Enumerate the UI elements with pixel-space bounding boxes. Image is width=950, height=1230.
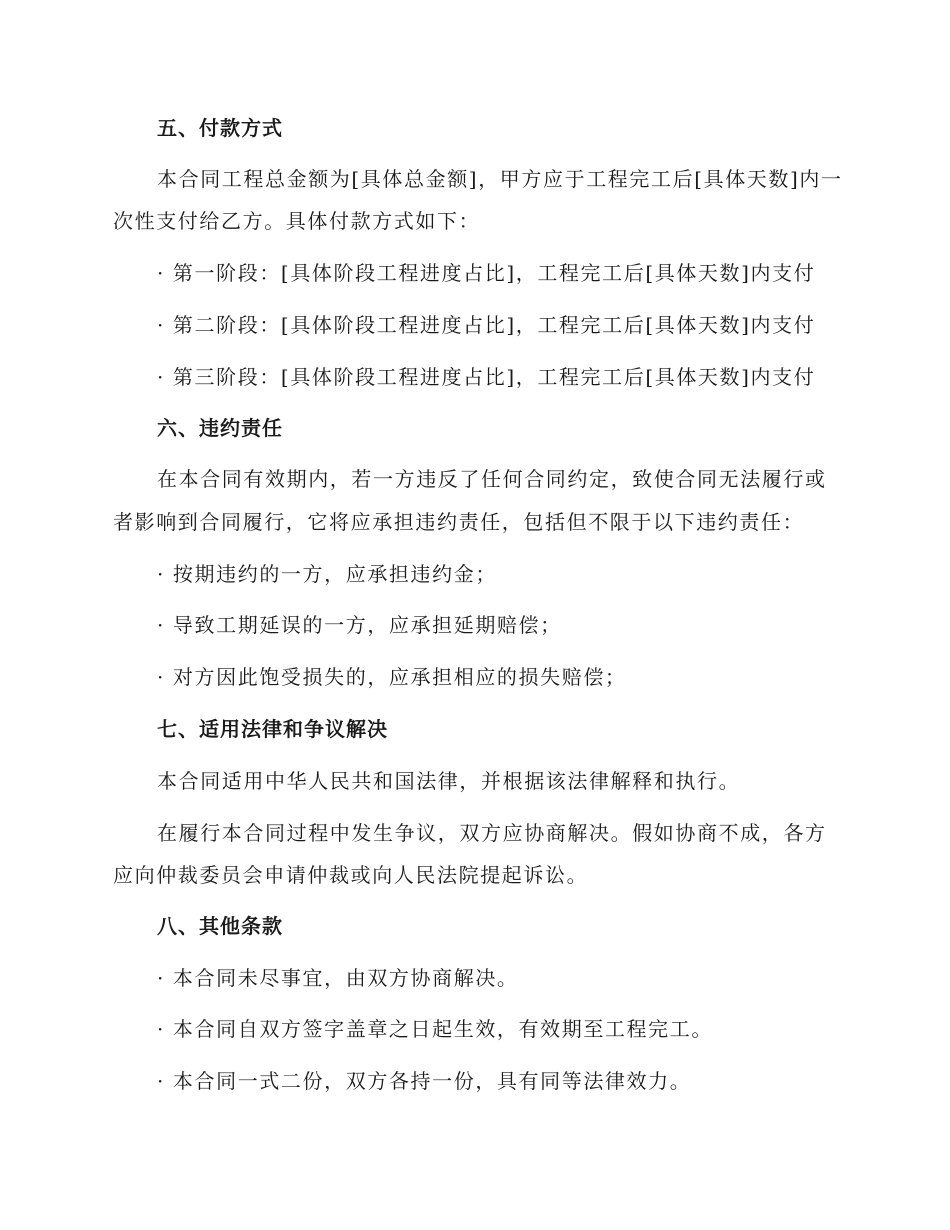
- payment-bullet-2: · 第二阶段：[具体阶段工程进度占比]，工程完工后[具体天数]内支付: [157, 313, 816, 337]
- other-bullet-3: · 本合同一式二份，双方各持一份，具有同等法律效力。: [157, 1069, 692, 1093]
- breach-bullet-3: · 对方因此饱受损失的，应承担相应的损失赔偿；: [157, 665, 627, 689]
- breach-paragraph-line2: 者影响到合同履行，它将应承担违约责任，包括但不限于以下违约责任：: [113, 510, 805, 534]
- law-paragraph-2-line1: 在履行本合同过程中发生争议，双方应协商解决。假如协商不成，各方: [157, 821, 827, 845]
- section-heading-payment: 五、付款方式: [157, 116, 283, 140]
- payment-paragraph-line2: 次性支付给乙方。具体付款方式如下：: [113, 209, 481, 233]
- law-paragraph-1: 本合同适用中华人民共和国法律，并根据该法律解释和执行。: [157, 769, 741, 793]
- other-bullet-2: · 本合同自双方签字盖章之日起生效，有效期至工程完工。: [157, 1017, 713, 1041]
- payment-bullet-1: · 第一阶段：[具体阶段工程进度占比]，工程完工后[具体天数]内支付: [157, 261, 816, 285]
- section-heading-other: 八、其他条款: [157, 914, 283, 938]
- breach-bullet-1: · 按期违约的一方，应承担违约金；: [157, 562, 497, 586]
- other-bullet-1: · 本合同未尽事宜，由双方协商解决。: [157, 966, 519, 990]
- section-heading-law: 七、适用法律和争议解决: [157, 717, 388, 741]
- law-paragraph-2-line2: 应向仲裁委员会申请仲裁或向人民法院提起诉讼。: [113, 863, 589, 887]
- section-heading-breach: 六、违约责任: [157, 416, 283, 440]
- payment-bullet-3: · 第三阶段：[具体阶段工程进度占比]，工程完工后[具体天数]内支付: [157, 365, 816, 389]
- breach-paragraph-line1: 在本合同有效期内，若一方违反了任何合同约定，致使合同无法履行或: [157, 467, 827, 491]
- breach-bullet-2: · 导致工期延误的一方，应承担延期赔偿；: [157, 613, 562, 637]
- payment-paragraph-line1: 本合同工程总金额为[具体总金额]，甲方应于工程完工后[具体天数]内一: [157, 167, 843, 191]
